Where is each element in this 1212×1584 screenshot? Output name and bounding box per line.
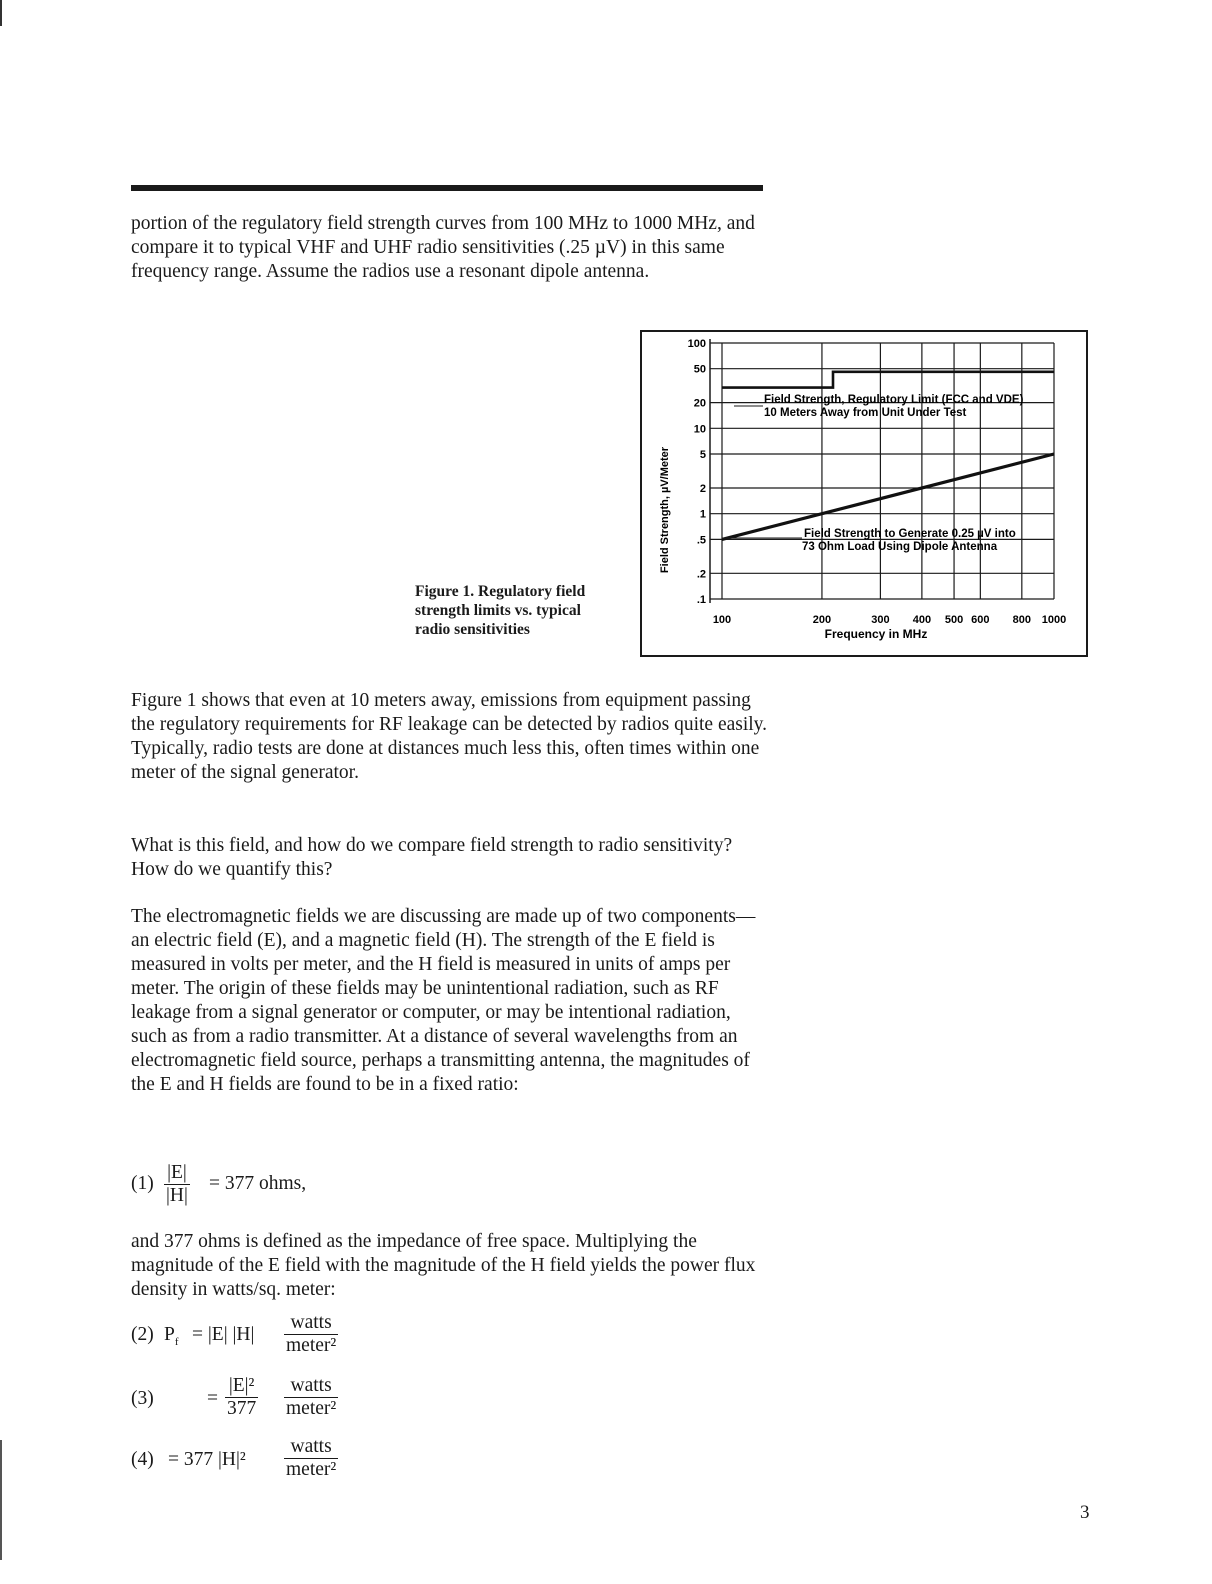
y-tick-label: 2 [699, 482, 706, 495]
y-tick-label: 10 [693, 423, 706, 436]
scan-edge-mark [0, 0, 2, 26]
chart-grid [710, 339, 1054, 603]
eq2-unit [284, 1312, 338, 1357]
eq4-label: (4) [131, 1449, 154, 1470]
x-tick-label: 400 [912, 614, 932, 626]
y-axis-label: Field Strength, µV/Meter [659, 446, 671, 574]
paragraph-impedance: and 377 ohms is defined as the impedance of free space. Multiplying the magnitude of the E field with the magnitude of the H field yields the power flux density in watts/sq. meter: [131, 1231, 756, 1300]
y-tick-label: .2 [696, 568, 706, 581]
eq4-middle: = 377 |H|² [168, 1449, 246, 1470]
header-rule [131, 185, 763, 191]
eq1-numerator: |E| [164, 1162, 190, 1185]
eq1-label: (1) [131, 1173, 154, 1194]
x-axis-label: Frequency in MHz [824, 627, 928, 641]
paragraph-figure-discussion: Figure 1 shows that even at 10 meters away, emissions from equipment passing the regulatory requirements for RF leakage can be detected by radios quite easily. Typically, radio tests are done at distances much less this, often times within one meter of the signal generator. [131, 690, 768, 783]
y-tick-label: 100 [687, 338, 706, 350]
series-label-regulatory-line2: 10 Meters Away from Unit Under Test [764, 407, 967, 419]
y-tick-label: 50 [693, 363, 706, 376]
scan-edge-mark [0, 1440, 2, 1560]
eq3-denominator: 377 [227, 1398, 257, 1419]
x-tick-labels [713, 614, 1066, 626]
eq1-fraction [164, 1162, 190, 1207]
eq2-middle: = |E| |H| [192, 1324, 255, 1345]
x-tick-label: 200 [812, 614, 832, 626]
x-tick-label: 300 [871, 614, 890, 626]
eq3-label: (3) [131, 1388, 154, 1409]
eq2-unit-numerator: watts [284, 1312, 338, 1335]
eq3-numerator: |E|² [225, 1375, 258, 1398]
series-line-regulatory-limit [722, 372, 1054, 388]
series-label-sensitivity-line1: Field Strength to Generate 0.25 µV into [804, 528, 1016, 540]
figure-1-chart [640, 330, 1088, 657]
page-number: 3 [1080, 1502, 1090, 1523]
eq2-label: (2) [131, 1324, 154, 1345]
y-tick-label: 1 [699, 508, 706, 521]
y-tick-label: 20 [693, 397, 706, 410]
eq4-unit [284, 1436, 338, 1481]
series-label-sensitivity-line2: 73 Ohm Load Using Dipole Antenna [802, 541, 998, 553]
x-tick-label: 800 [1012, 614, 1032, 626]
figure-caption: Figure 1. Regulatory field strength limits vs. typical radio sensitivities [415, 583, 586, 638]
eq2-unit-denominator: meter² [286, 1335, 337, 1356]
x-tick-label: 500 [944, 614, 964, 626]
eq3-unit-denominator: meter² [286, 1398, 337, 1419]
series-line-radio-sensitivity [722, 454, 1054, 539]
eq3-equals: = [207, 1388, 218, 1409]
chart-canvas [642, 332, 1086, 655]
x-tick-label: 100 [712, 614, 732, 626]
series-label-regulatory-line1: Field Strength, Regulatory Limit (FCC and VDE) [764, 394, 1024, 406]
x-tick-label: 1000 [1041, 614, 1067, 626]
y-tick-label: .1 [696, 594, 706, 606]
eq3-unit [284, 1375, 338, 1420]
eq2-p: P [164, 1324, 175, 1345]
paragraph-intro: portion of the regulatory field strength curves from 100 MHz to 1000 MHz, and compare it to typical VHF and UHF radio sensitivities (.25 µV) in this same frequency range. Assume the radios use a resonant dipole antenna. [131, 213, 755, 282]
y-tick-label: 5 [699, 449, 706, 462]
eq1-rhs: = 377 ohms, [209, 1173, 307, 1194]
eq2-lhs [164, 1324, 179, 1353]
paragraph-question: What is this field, and how do we compare field strength to radio sensitivity? How do we quantify this? [131, 835, 733, 880]
eq4-unit-numerator: watts [284, 1436, 338, 1459]
paragraph-em-fields: The electromagnetic fields we are discussing are made up of two components—an electric field (E), and a magnetic field (H). The strength of the E field is measured in volts per meter, and the H field is measured in units of amps per meter. The origin of these fields may be unintentional radiation, such as RF leakage from a signal generator or computer, or may be intentional radiation, such as from a radio transmitter. At a distance of several wavelengths from an electromagnetic field source, perhaps a transmitting antenna, the magnitudes of the E and H fields are found to be in a fixed ratio: [131, 906, 756, 1095]
x-tick-label: 600 [971, 614, 990, 626]
eq4-unit-denominator: meter² [286, 1459, 337, 1480]
eq3-fraction [225, 1375, 258, 1420]
y-tick-label: .5 [696, 534, 706, 547]
y-tick-labels [688, 338, 706, 606]
eq2-subscript: f [174, 1335, 179, 1348]
eq1-denominator: |H| [166, 1185, 188, 1206]
eq3-unit-numerator: watts [284, 1375, 338, 1398]
